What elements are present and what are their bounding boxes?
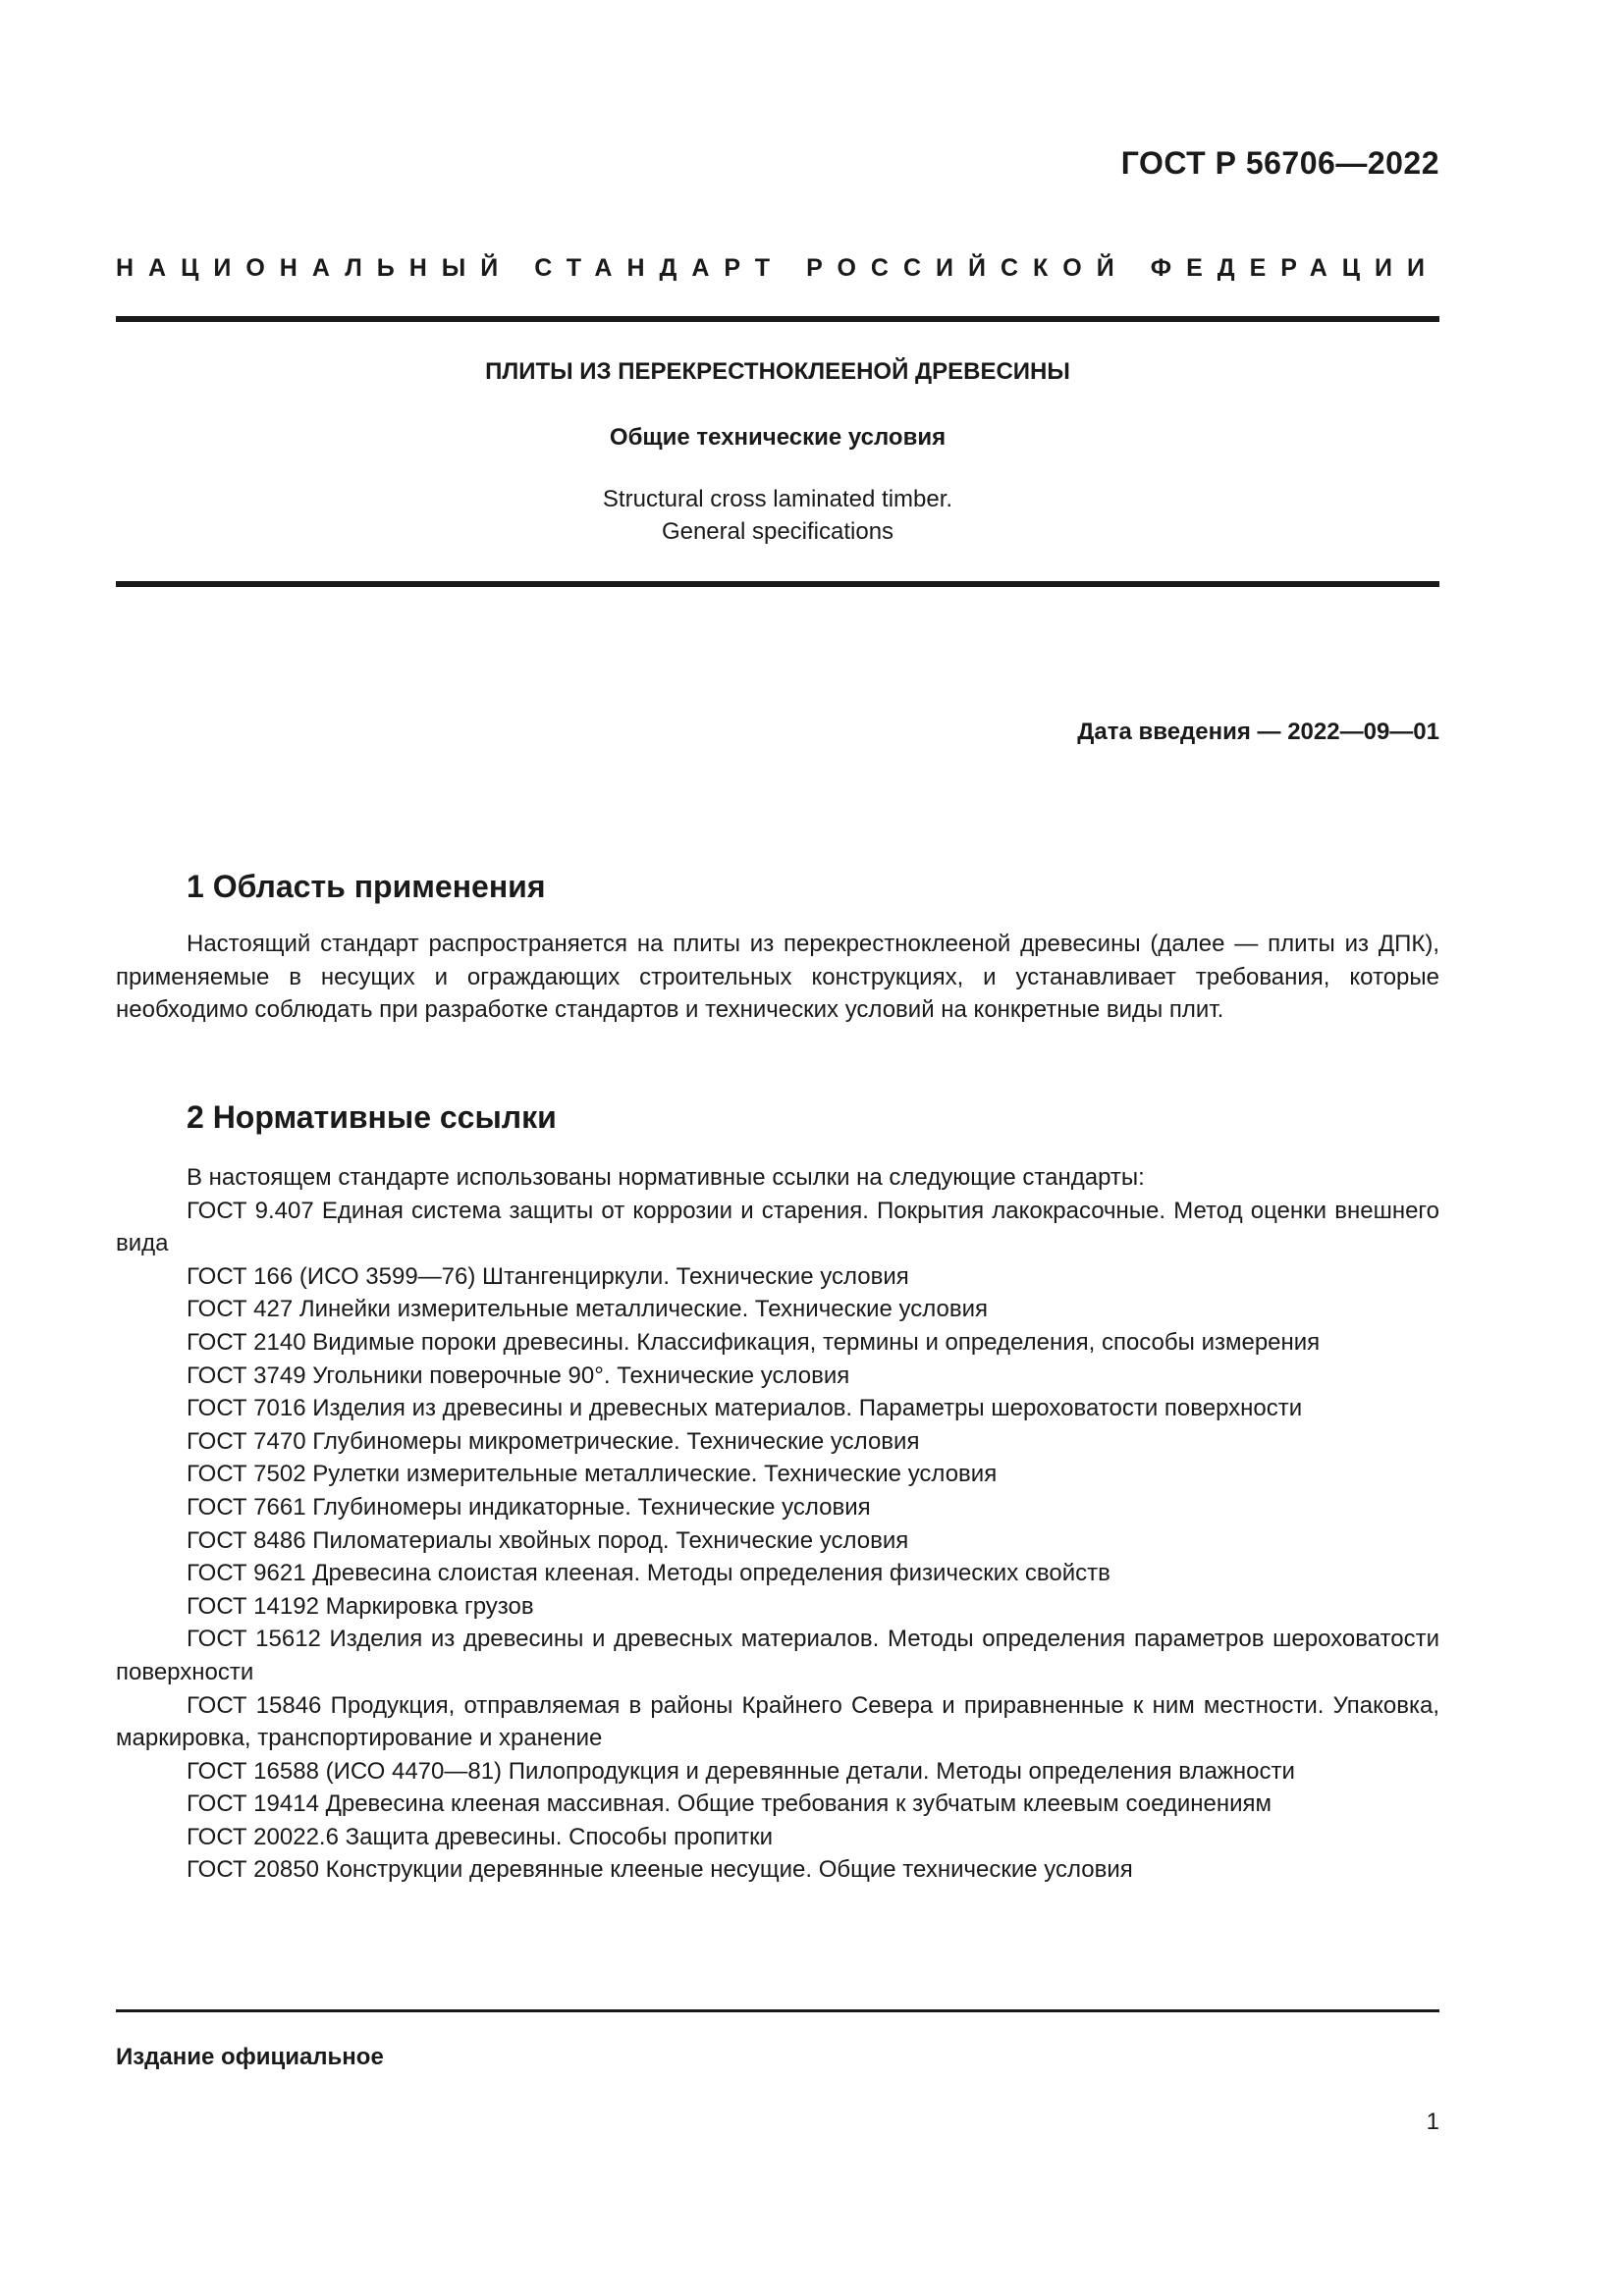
english-title-line-1: Structural cross laminated timber. (602, 486, 953, 512)
title-bottom-rule (116, 581, 1439, 587)
reference-item: ГОСТ 20850 Конструкции деревянные клееные несущие. Общие технические условия (187, 1856, 1133, 1884)
reference-item: ГОСТ 7470 Глубиномеры микрометрические. Технические условия (187, 1427, 920, 1455)
reference-item: ГОСТ 7661 Глубиномеры индикаторные. Технические условия (187, 1493, 871, 1521)
national-standard-banner: НАЦИОНАЛЬНЫЙ СТАНДАРТ РОССИЙСКОЙ ФЕДЕРАЦИИ (116, 254, 1439, 282)
top-rule (116, 316, 1439, 322)
official-edition-label: Издание официальное (116, 2044, 384, 2070)
reference-item: ГОСТ 20022.6 Защита древесины. Способы пропитки (187, 1823, 774, 1850)
section-1-body (116, 928, 1439, 1027)
footer-rule (116, 2009, 1439, 2012)
reference-item: ГОСТ 9621 Древесина слоистая клееная. Методы определения физических свойств (187, 1560, 1110, 1587)
reference-item: ГОСТ 19414 Древесина клееная массивная. Общие требования к зубчатым клеевым соединениям (187, 1790, 1272, 1818)
reference-item: ГОСТ 15612 Изделия из древесины и древесных материалов. Методы определения параметров шероховатости поверхности (116, 1626, 1439, 1685)
normative-references-list (116, 1161, 1439, 1887)
introduction-date: Дата введения — 2022—09—01 (1077, 719, 1439, 745)
page-number: 1 (1426, 2109, 1439, 2135)
reference-item: ГОСТ 8486 Пиломатериалы хвойных пород. Технические условия (187, 1526, 909, 1554)
section-1-heading: 1 Область применения (187, 869, 546, 904)
reference-item: ГОСТ 3749 Угольники поверочные 90°. Технические условия (187, 1362, 850, 1389)
reference-item: ГОСТ 427 Линейки измерительные металлические. Технические условия (187, 1296, 988, 1323)
reference-item: ГОСТ 2140 Видимые пороки древесины. Классификация, термины и определения, способы измерения (187, 1328, 1321, 1356)
english-title (116, 483, 1439, 548)
scope-paragraph: Настоящий стандарт распространяется на плиты из перекрестноклееной древесины (далее — плиты из ДПК), применяемые в несущих и ограждающих строительных конструкциях, и устанавливает требования, которые необходимо соблюдать при разработке стандартов и технических условий на конкретные виды плит. (116, 931, 1439, 1024)
reference-item: ГОСТ 14192 Маркировка грузов (187, 1592, 534, 1620)
reference-item: ГОСТ 166 (ИСО 3599—76) Штангенциркули. Технические условия (187, 1262, 909, 1290)
reference-item: ГОСТ 7502 Рулетки измерительные металлические. Технические условия (187, 1461, 998, 1488)
section-2-heading: 2 Нормативные ссылки (187, 1099, 557, 1135)
english-title-line-2: General specifications (661, 518, 894, 545)
document-subtitle: Общие технические условия (609, 424, 947, 451)
reference-item: ГОСТ 15846 Продукция, отправляемая в районы Крайнего Севера и приравненные к ним местности. Упаковка, маркировка, транспортирование и хранение (116, 1691, 1439, 1752)
reference-item: ГОСТ 16588 (ИСО 4470—81) Пилопродукция и деревянные детали. Методы определения влажности (187, 1757, 1295, 1785)
gost-code: ГОСТ Р 56706—2022 (1120, 145, 1439, 181)
references-intro: В настоящем стандарте использованы нормативные ссылки на следующие стандарты: (187, 1164, 1145, 1191)
reference-item: ГОСТ 9.407 Единая система защиты от коррозии и старения. Покрытия лакокрасочные. Метод оценки внешнего вида (116, 1197, 1439, 1257)
reference-item: ГОСТ 7016 Изделия из древесины и древесных материалов. Параметры шероховатости поверхности (187, 1395, 1303, 1422)
document-title: ПЛИТЫ ИЗ ПЕРЕКРЕСТНОКЛЕЕНОЙ ДРЕВЕСИНЫ (485, 358, 1070, 385)
